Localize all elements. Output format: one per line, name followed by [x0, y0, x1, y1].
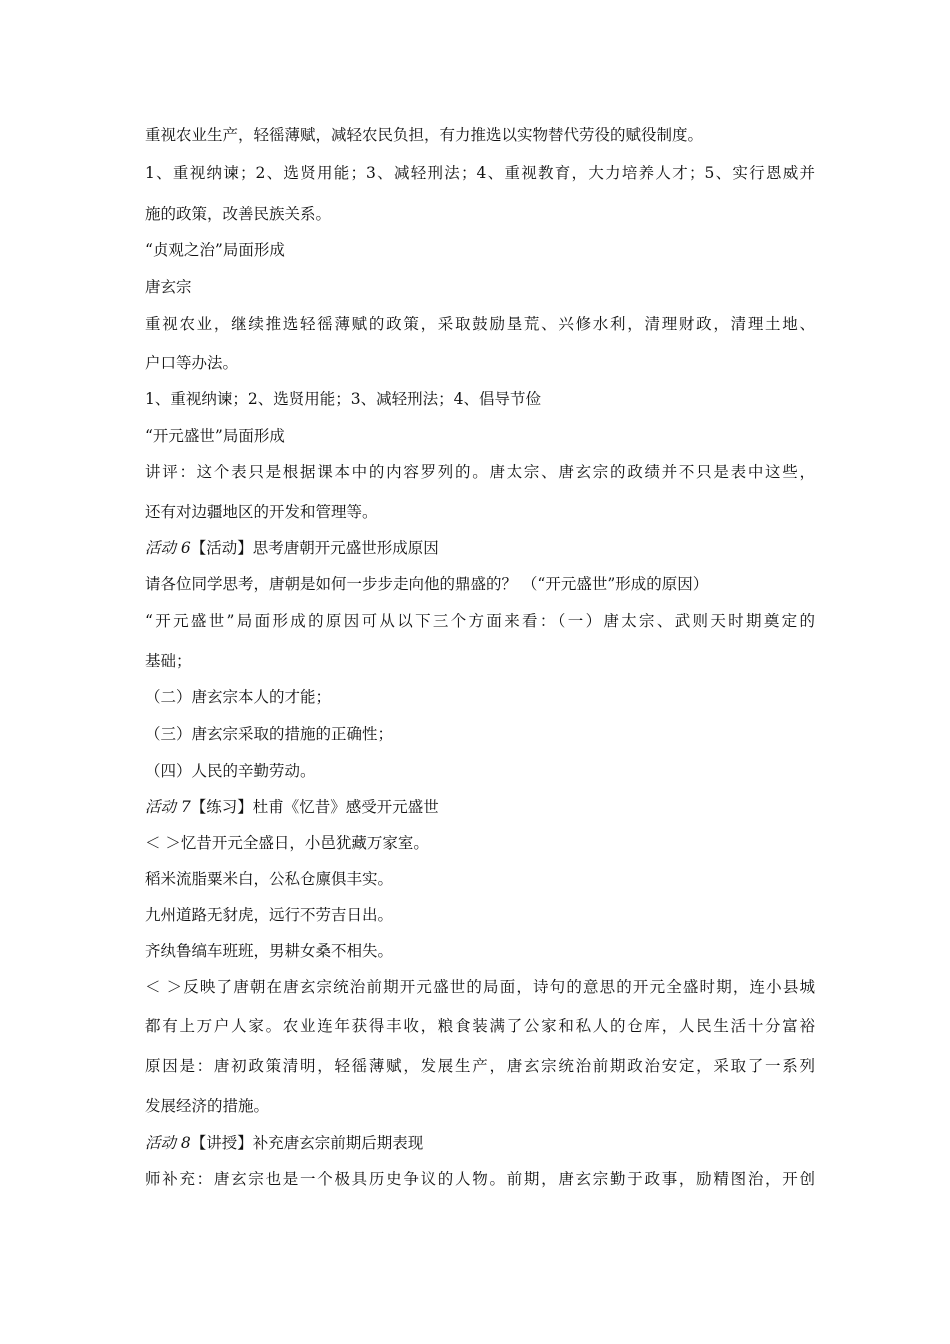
text-line: （三）唐玄宗采取的措施的正确性； — [145, 725, 394, 743]
activity-heading — [145, 797, 815, 817]
activity-heading — [145, 1133, 815, 1153]
text-line: 1、重视纳谏；2、选贤用能；3、减轻刑法；4、倡导节俭 — [145, 390, 541, 408]
activity-heading — [145, 538, 815, 558]
text-line: 师补充：唐玄宗也是一个极具历史争议的人物。前期，唐玄宗勤于政事，励精图治，开创 — [145, 1170, 815, 1188]
text-line: 还有对边疆地区的开发和管理等。 — [145, 503, 378, 521]
text-line: 户口等办法。 — [145, 354, 239, 372]
text-line: 唐玄宗 — [145, 278, 192, 296]
text-line: 1、重视纳谏；2、选贤用能；3、减轻刑法；4、重视教育，大力培养人才；5、实行恩威并 — [145, 164, 815, 182]
activity-number: 活动 7 — [145, 798, 191, 816]
activity-number: 活动 8 — [145, 1134, 191, 1152]
text-line: 重视农业，继续推选轻徭薄赋的政策，采取鼓励垦荒、兴修水利，清理财政，清理土地、 — [145, 315, 815, 333]
activity-title: 【练习】杜甫《忆昔》感受开元盛世 — [190, 798, 439, 816]
poem-line: 稻米流脂粟米白，公私仓廪俱丰实。 — [145, 870, 394, 888]
text-line: 原因是：唐初政策清明，轻徭薄赋，发展生产，唐玄宗统治前期政治安定，采取了一系列 — [145, 1057, 815, 1075]
text-line: 讲评：这个表只是根据课本中的内容罗列的。唐太宗、唐玄宗的政绩并不只是表中这些， — [145, 463, 815, 481]
poem-line: ＜ ＞忆昔开元全盛日，小邑犹藏万家室。 — [145, 834, 429, 852]
text-line: 重视农业生产，轻徭薄赋，减轻农民负担，有力推选以实物替代劳役的赋役制度。 — [145, 126, 704, 144]
text-line: 请各位同学思考，唐朝是如何一步步走向他的鼎盛的？ （“开元盛世”形成的原因） — [145, 575, 709, 593]
text-line: ＜ ＞反映了唐朝在唐玄宗统治前期开元盛世的局面，诗句的意思的开元全盛时期，连小县城 — [145, 978, 815, 996]
text-line: “开元盛世”局面形成的原因可从以下三个方面来看：（一）唐太宗、武则天时期奠定的 — [145, 612, 815, 630]
activity-title: 【活动】思考唐朝开元盛世形成原因 — [190, 539, 439, 557]
text-line: 都有上万户人家。农业连年获得丰收，粮食装满了公家和私人的仓库，人民生活十分富裕 — [145, 1017, 815, 1035]
text-line: 基础； — [145, 652, 192, 670]
activity-number: 活动 6 — [145, 539, 191, 557]
text-line: （四）人民的辛勤劳动。 — [145, 762, 316, 780]
poem-line: 九州道路无豺虎，远行不劳吉日出。 — [145, 906, 394, 924]
text-line: 施的政策，改善民族关系。 — [145, 205, 332, 223]
text-line: （二）唐玄宗本人的才能； — [145, 688, 332, 706]
text-line: 发展经济的措施。 — [145, 1097, 270, 1115]
poem-line: 齐纨鲁缟车班班，男耕女桑不相失。 — [145, 942, 394, 960]
text-line: “开元盛世”局面形成 — [145, 427, 285, 445]
activity-title: 【讲授】补充唐玄宗前期后期表现 — [190, 1134, 424, 1152]
text-line: “贞观之治”局面形成 — [145, 241, 285, 259]
